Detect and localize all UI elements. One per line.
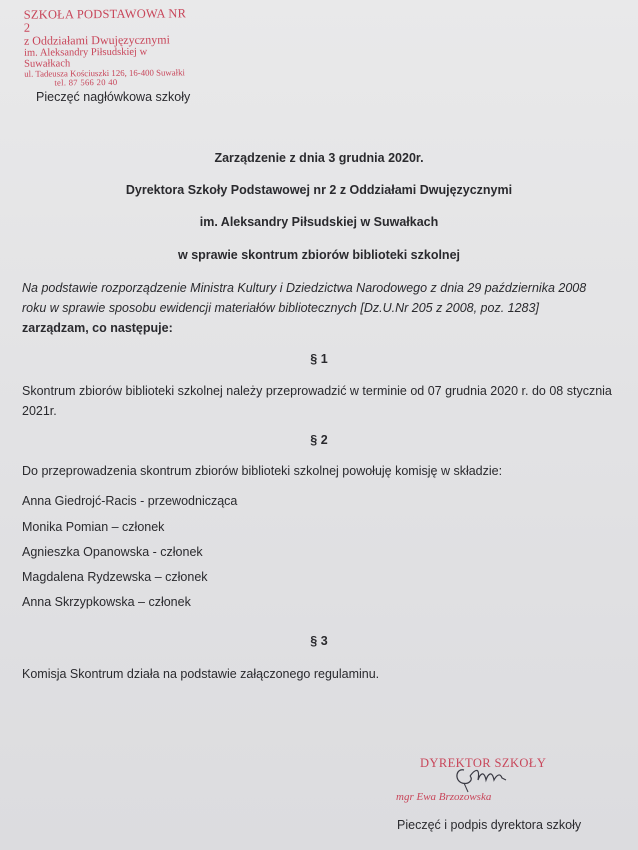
stamp-caption: Pieczęć nagłówkowa szkoły — [36, 90, 191, 104]
stamp-school-name: SZKOŁA PODSTAWOWA NR 2 — [23, 6, 187, 35]
stamp-school-phone: tel. 87 566 20 40 — [54, 77, 118, 88]
signature-caption: Pieczęć i podpis dyrektora szkoły — [397, 818, 582, 832]
committee-member: Magdalena Rydzewska – członek — [22, 570, 208, 584]
section-3-label: § 3 — [310, 634, 328, 648]
decree-statement: zarządzam, co następuje: — [22, 321, 173, 335]
director-signature — [434, 750, 524, 796]
decree-issuer: Dyrektora Szkoły Podstawowej nr 2 z Oddziałami Dwujęzycznymi — [125, 183, 513, 197]
stamp-school-address: ul. Tadeusza Kościuszki 126, 16-400 Suwałki — [24, 67, 185, 79]
decree-intro — [22, 278, 612, 338]
school-header-stamp — [24, 7, 195, 88]
decree-subject: w sprawie skontrum zbiorów biblioteki szkolnej — [178, 248, 460, 262]
committee-member: Anna Skrzypkowska – członek — [22, 595, 191, 609]
decree-title: Zarządzenie z dnia 3 grudnia 2020r. — [214, 151, 424, 165]
section-3-text: Komisja Skontrum działa na podstawie załączonego regulaminu. — [22, 667, 380, 681]
committee-member: Monika Pomian – członek — [22, 520, 165, 534]
section-1-text: Skontrum zbiorów biblioteki szkolnej należy przeprowadzić w terminie od 07 grudnia 2020 r. do 08 stycznia 2021r. — [22, 384, 612, 418]
director-stamp-name: mgr Ewa Brzozowska — [396, 791, 492, 803]
section-2-text: Do przeprowadzenia skontrum zbiorów biblioteki szkolnej powołuję komisję w składzie: — [22, 464, 503, 478]
decree-issuer-patron: im. Aleksandry Piłsudskiej w Suwałkach — [199, 215, 439, 229]
director-stamp-title: DYREKTOR SZKOŁY — [420, 756, 547, 770]
legal-basis-text: Na podstawie rozporządzenie Ministra Kultury i Dziedzictwa Narodowego z dnia 29 października 2008 roku w sprawie sposobu ewidencji materiałów bibliotecznych [Dz.U.Nr 205 z 2008, poz. 1283] — [22, 281, 587, 315]
stamp-school-subtitle: z Oddziałami Dwujęzycznymi — [23, 32, 170, 48]
section-1-label: § 1 — [310, 352, 328, 366]
section-2-label: § 2 — [310, 433, 328, 447]
committee-member: Anna Giedrojć-Racis - przewodnicząca — [22, 494, 238, 508]
committee-member: Agnieszka Opanowska - członek — [22, 545, 203, 559]
stamp-school-patron: im. Aleksandry Piłsudskiej w Suwałkach — [23, 46, 148, 70]
